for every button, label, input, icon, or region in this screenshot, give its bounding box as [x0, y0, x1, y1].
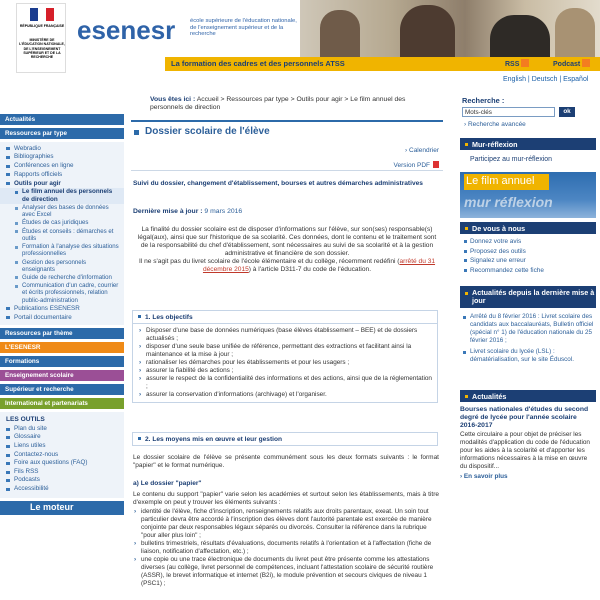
submenu-film-annuel[interactable]: Le film annuel des personnels de direction — [0, 188, 124, 204]
papier-item: › bulletins trimestriels, résultats d'évaluations, documents relatifs à l'orientation et à l'affectation (fiche de liaison, notification d'affectation, etc.) ; — [133, 540, 439, 556]
moteur-banner[interactable]: Le moteur — [0, 501, 124, 515]
last-update — [133, 208, 242, 215]
language-switch: English | Deutsch | Español — [503, 76, 589, 83]
main-content — [131, 120, 443, 600]
papier-item: › identité de l'élève, fiche d'inscription, renseignements relatifs aux droits parentaux, exeat. Un soin tout particulier devra être accordé à l'inscription des élèves dont l'autorité parentale est exercée de manière conjointe par deux responsables légaux séparés ou divorcés. Consulter la référence dans la rubrique "pour aller plus loin" ; — [133, 508, 439, 540]
lang-espanol[interactable]: Español — [563, 76, 589, 83]
tool-contact[interactable]: Contactez-nous — [0, 451, 124, 460]
dossier-papier-title: a) Le dossier "papier" — [133, 480, 202, 487]
lang-english[interactable]: English — [503, 76, 526, 83]
advanced-label: Recherche avancée — [467, 121, 526, 128]
search-input[interactable] — [462, 107, 555, 117]
breadcrumb-path[interactable]: Accueil > Ressources par type > Outils pour agir > Le film annuel des personnels de direction — [150, 96, 406, 111]
menu-webradio[interactable]: Webradio — [0, 144, 124, 153]
tool-faq[interactable]: Foire aux questions (FAQ) — [0, 459, 124, 468]
moyens-section — [132, 432, 438, 446]
flag-icon — [30, 8, 54, 21]
objectif-item: › rationaliser les démarches pour les établissements et pour les usagers ; — [138, 359, 433, 367]
submenu-etudes-conseils[interactable]: Études et conseils : démarches et outils — [0, 227, 124, 242]
search-button[interactable]: ok — [559, 107, 575, 117]
nav-enseignement-scolaire[interactable]: Enseignement scolaire — [0, 370, 124, 381]
mur-reflexion-header: Mur-réflexion — [460, 138, 596, 150]
menu-outils[interactable]: Outils pour agir — [0, 179, 124, 188]
tool-liens[interactable]: Liens utiles — [0, 442, 124, 451]
gov-republique: RÉPUBLIQUE FRANÇAISE — [19, 24, 65, 28]
proposez-outils-link[interactable]: Proposez des outils — [462, 247, 596, 257]
title-row — [131, 126, 443, 140]
submenu-formation-analyse[interactable]: Formation à l'analyse des situations professionnelles — [0, 243, 124, 258]
divider — [131, 170, 443, 171]
update-date: 9 mars 2016 — [204, 208, 243, 215]
intro-paragraph-2 — [136, 258, 438, 274]
header-banner — [165, 57, 600, 71]
film-line1: Le film annuel — [464, 174, 549, 190]
esenesr-subtitle: école supérieure de l'éducation nationale, de l'enseignement supérieur et de la recherche — [190, 18, 297, 37]
nav-ressources-type[interactable]: Ressources par type — [0, 128, 124, 139]
nav-ressources-theme[interactable]: Ressources par thème — [0, 328, 124, 339]
nav-actualites[interactable]: Actualités — [0, 114, 124, 125]
esenesr-logo[interactable]: esenesr — [77, 15, 176, 45]
arrete-link[interactable]: arrêté du 31 décembre 2015 — [202, 258, 436, 274]
more-label: En savoir plus — [463, 472, 508, 480]
search-label: Recherche : — [462, 96, 505, 105]
en-savoir-plus-link[interactable]: › En savoir plus — [460, 472, 508, 480]
menu-publications[interactable]: Publications ESENESR — [0, 304, 124, 313]
menu-rapports[interactable]: Rapports officiels — [0, 170, 124, 179]
tools-box — [0, 412, 124, 498]
moyens-title: 2. Les moyens mis en œuvre et leur gestion — [133, 433, 437, 446]
updates-list — [460, 313, 596, 366]
news-title[interactable]: Bourses nationales d'études du second degré de lycée pour l'année scolaire 2016-2017 — [460, 406, 589, 429]
gov-ministry: MINISTÈRE DE L'ÉDUCATION NATIONALE, DE L'ENSEIGNEMENT SUPÉRIEUR ET DE LA RECHERCHE — [19, 38, 65, 60]
updates-header: Actualités depuis la dernière mise à jour — [460, 286, 596, 308]
submenu-etudes-cas[interactable]: Études de cas juridiques — [0, 219, 124, 227]
breadcrumb — [150, 96, 440, 112]
mur-participez[interactable]: Participez au mur-réflexion — [470, 156, 552, 163]
government-logo[interactable] — [16, 3, 66, 73]
actualites-header: Actualités — [460, 390, 596, 402]
tool-podcasts[interactable]: Podcasts — [0, 476, 124, 485]
dossier-papier-text: Le contenu du support "papier" varie selon les académies et surtout selon les établissements, mais à titre d'exemple on peut y trouver les éléments suivants : — [133, 491, 439, 506]
objectif-item: › Disposer d'une base de données numériques (base élèves établissement – BEE) et de dossiers actualisés ; — [138, 327, 433, 343]
podcast-icon — [582, 59, 590, 67]
rss-link[interactable] — [505, 59, 529, 68]
signalez-erreur-link[interactable]: Signalez une erreur — [462, 256, 596, 266]
advanced-search-link[interactable]: › Recherche avancée — [464, 121, 526, 128]
ressources-menu — [0, 142, 124, 325]
objectif-item: › assurer le respect de la confidentialité des informations et des actions, ainsi que de la réglementation ; — [138, 375, 433, 391]
pdf-link[interactable] — [394, 161, 440, 169]
objectifs-section — [132, 310, 438, 403]
pdf-label: Version PDF — [393, 162, 430, 169]
intro-paragraph-1: La finalité du dossier scolaire est de disposer d'informations sur l'élève, sur son(ses) responsable(s) légal(aux), ainsi que sur l'historique de sa scolarité. Ces données, dont le contenu et le traitement sont de la responsabilité du chef d'établissement, sont nécessaires au suivi de sa scolarité et à la gestion administrative et financière de son dossier. — [137, 226, 437, 258]
submenu-gestion-personnels[interactable]: Gestion des personnels enseignants — [0, 258, 124, 273]
tool-glossaire[interactable]: Glossaire — [0, 433, 124, 442]
header-photo — [300, 0, 600, 57]
objectif-item: › assurer la conservation d'informations (archivage) et l'organiser. — [138, 391, 433, 399]
news-text: Cette circulaire a pour objet de préciser les modalités d'application du code de l'éducation pour les aides à la scolarité et d'apporter les informations nécessaires à la mise en œuvre du dispositif... — [460, 431, 590, 470]
tool-rss[interactable]: Fils RSS — [0, 468, 124, 477]
left-sidebar — [0, 87, 126, 600]
calendar-link[interactable]: › Calendrier — [405, 147, 439, 154]
vous-a-nous-list — [462, 237, 596, 275]
menu-conferences[interactable]: Conférences en ligne — [0, 162, 124, 171]
nav-formations[interactable]: Formations — [0, 356, 124, 367]
objectif-item: › disposer d'une seule base unifiée de référence, permettant des extractions et facilitant ainsi la maintenance et la mise à jour ; — [138, 343, 433, 359]
calendar-label: Calendrier — [409, 147, 439, 154]
banner-text: La formation des cadres et des personnels ATSS — [171, 59, 345, 68]
article-subtitle: Suivi du dossier, changement d'établissement, bourses et autres démarches administratives — [133, 180, 423, 187]
menu-bibliographies[interactable]: Bibliographies — [0, 153, 124, 162]
menu-portail[interactable]: Portail documentaire — [0, 313, 124, 322]
nav-superieur[interactable]: Supérieur et recherche — [0, 384, 124, 395]
submenu-communication[interactable]: Communication d'un cadre, courrier et écrits professionnels, relation public-administration — [0, 282, 124, 305]
submenu-guide-recherche[interactable]: Guide de recherche d'information — [0, 273, 124, 281]
nav-esenesr[interactable]: L'ESENESR — [0, 342, 124, 353]
papier-item: › une copie ou une trace électronique de documents du livret peut être présente comme les attestations diverses (au collège, livret personnel de compétences, incluant l'attestation scolaire de sécurité routière (ASSR), le brevet informatique et internet (B2i), le module prévention et secours civiques de niveau 1 (PSC1) ; — [133, 556, 439, 588]
breadcrumb-label: Vous êtes ici : — [150, 96, 196, 103]
donnez-avis-link[interactable]: Donnez votre avis — [462, 237, 596, 247]
podcast-label: Podcast — [553, 61, 581, 68]
actualites-block — [460, 406, 596, 480]
pdf-icon — [433, 161, 439, 168]
update-label: Dernière mise à jour : — [133, 208, 203, 215]
dossier-papier-list — [133, 508, 439, 588]
nav-international[interactable]: International et partenariats — [0, 398, 124, 409]
article-intro — [136, 226, 438, 275]
rss-icon — [521, 59, 529, 67]
tool-accessibilite[interactable]: Accessibilité — [0, 485, 124, 494]
lang-deutsch[interactable]: Deutsch — [531, 76, 558, 83]
title-bullet-icon — [134, 130, 139, 135]
update-item[interactable]: Livret scolaire du lycée (LSL) : dématérialisation, sur le site Éduscol. — [460, 348, 596, 364]
film-line2: mur réflexion — [464, 194, 553, 210]
vous-a-nous-header: De vous à nous — [460, 222, 596, 234]
objectif-item: › assurer la fiabilité des actions ; — [138, 367, 433, 375]
submenu-excel[interactable]: Analyser des bases de données avec Excel — [0, 204, 124, 219]
intro-2b: ) à l'article D311-7 du code de l'éducation. — [248, 266, 372, 274]
tools-title: LES OUTILS — [6, 415, 45, 423]
page-title: Dossier scolaire de l'élève — [145, 126, 270, 137]
tool-plan[interactable]: Plan du site — [0, 425, 124, 434]
rss-label: RSS — [505, 61, 520, 68]
recommandez-link[interactable]: Recommandez cette fiche — [462, 266, 596, 276]
header — [0, 0, 600, 75]
update-item[interactable]: Arrêté du 8 février 2016 : Livret scolaire des candidats aux baccalauréats, Bulletin officiel (spécial n° 1) de l'éducation nationale du 25 février 2016 ; — [460, 313, 596, 345]
objectifs-title: 1. Les objectifs — [133, 311, 437, 324]
podcast-link[interactable] — [553, 59, 590, 68]
film-annuel-banner[interactable] — [460, 172, 596, 218]
right-sidebar — [460, 96, 600, 600]
moyens-intro: Le dossier scolaire de l'élève se présente communément sous les deux formats suivants : le format "papier" et le format numérique. — [133, 454, 439, 469]
intro-2a: Il ne s'agit pas du livret scolaire de l'école élémentaire et du collège, récemment redéfini ( — [138, 258, 400, 266]
